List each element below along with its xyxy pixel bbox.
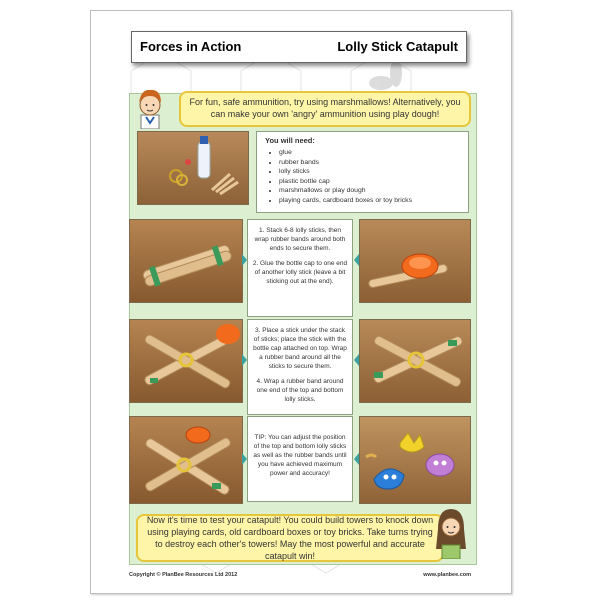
step-3-text: 3. Place a stick under the stack of sticks; place the stick with the bottle cap attached on top. Wrap a rubber band around all the sticks to secure them.	[253, 327, 347, 370]
step-1-text: 1. Stack 6-8 lolly sticks, then wrap rubber bands around both ends to secure them.	[254, 227, 346, 252]
list-item: • plastic bottle cap	[279, 177, 468, 187]
materials-list-card	[256, 131, 469, 213]
list-item: • rubber bands	[279, 158, 468, 168]
girl-avatar	[434, 507, 468, 559]
steps-3-4-card	[247, 319, 353, 415]
crossed-sticks-photo	[129, 319, 243, 403]
title-banner	[131, 31, 467, 63]
rubber-band-wrap-illustration	[360, 320, 470, 402]
materials-list	[257, 148, 468, 205]
materials-illustration	[138, 132, 248, 204]
step-4-text: 4. Wrap a rubber band around one end of the top and bottom lolly sticks.	[256, 378, 344, 403]
intro-speech-bubble	[179, 91, 471, 127]
website-url: www.planbee.com	[423, 572, 471, 578]
play-dough-ammo-illustration	[360, 417, 470, 503]
tip-card	[247, 416, 353, 502]
list-item: • marshmallows or play dough	[279, 186, 468, 196]
steps-1-2-card	[247, 219, 353, 317]
stacked-sticks-illustration	[130, 220, 242, 302]
copyright-text: Copyright © PlanBee Resources Ltd 2012	[129, 572, 238, 578]
worksheet-page	[90, 10, 512, 594]
outro-speech-bubble	[136, 514, 444, 562]
tip-text: TIP: You can adjust the position of the top and bottom lolly sticks as well as the rubber bands until you have achieved maximum power and accuracy!	[253, 434, 347, 477]
bottle-cap-stick-illustration	[360, 220, 470, 302]
finished-catapult-illustration	[130, 417, 242, 503]
materials-heading: You will need:	[265, 136, 315, 145]
bottle-cap-stick-photo	[359, 219, 471, 303]
intro-text: For fun, safe ammunition, try using marshmallows! Alternatively, you can make your own 'angry' ammunition using play dough!	[189, 97, 461, 119]
list-item: • playing cards, cardboard boxes or toy bricks	[279, 196, 468, 206]
list-item: • glue	[279, 148, 468, 158]
boy-avatar	[134, 87, 166, 129]
rubber-band-wrap-photo	[359, 319, 471, 403]
outro-text: Now it's time to test your catapult! You could build towers to knock down using playing cards, old cardboard boxes or toy bricks. Take turns trying to destroy each other's towers! May the most powerful and accurate catapult win!	[146, 515, 434, 561]
finished-catapult-photo	[129, 416, 243, 504]
topic-title: Forces in Action	[140, 39, 242, 54]
play-dough-ammo-photo	[359, 416, 471, 504]
step-2-text: 2. Glue the bottle cap to one end of another lolly stick (leave a bit sticking out at the end).	[252, 260, 348, 285]
activity-title: Lolly Stick Catapult	[337, 39, 458, 54]
crossed-sticks-illustration	[130, 320, 242, 402]
stacked-sticks-photo	[129, 219, 243, 303]
list-item: • lolly sticks	[279, 167, 468, 177]
materials-photo	[137, 131, 249, 205]
